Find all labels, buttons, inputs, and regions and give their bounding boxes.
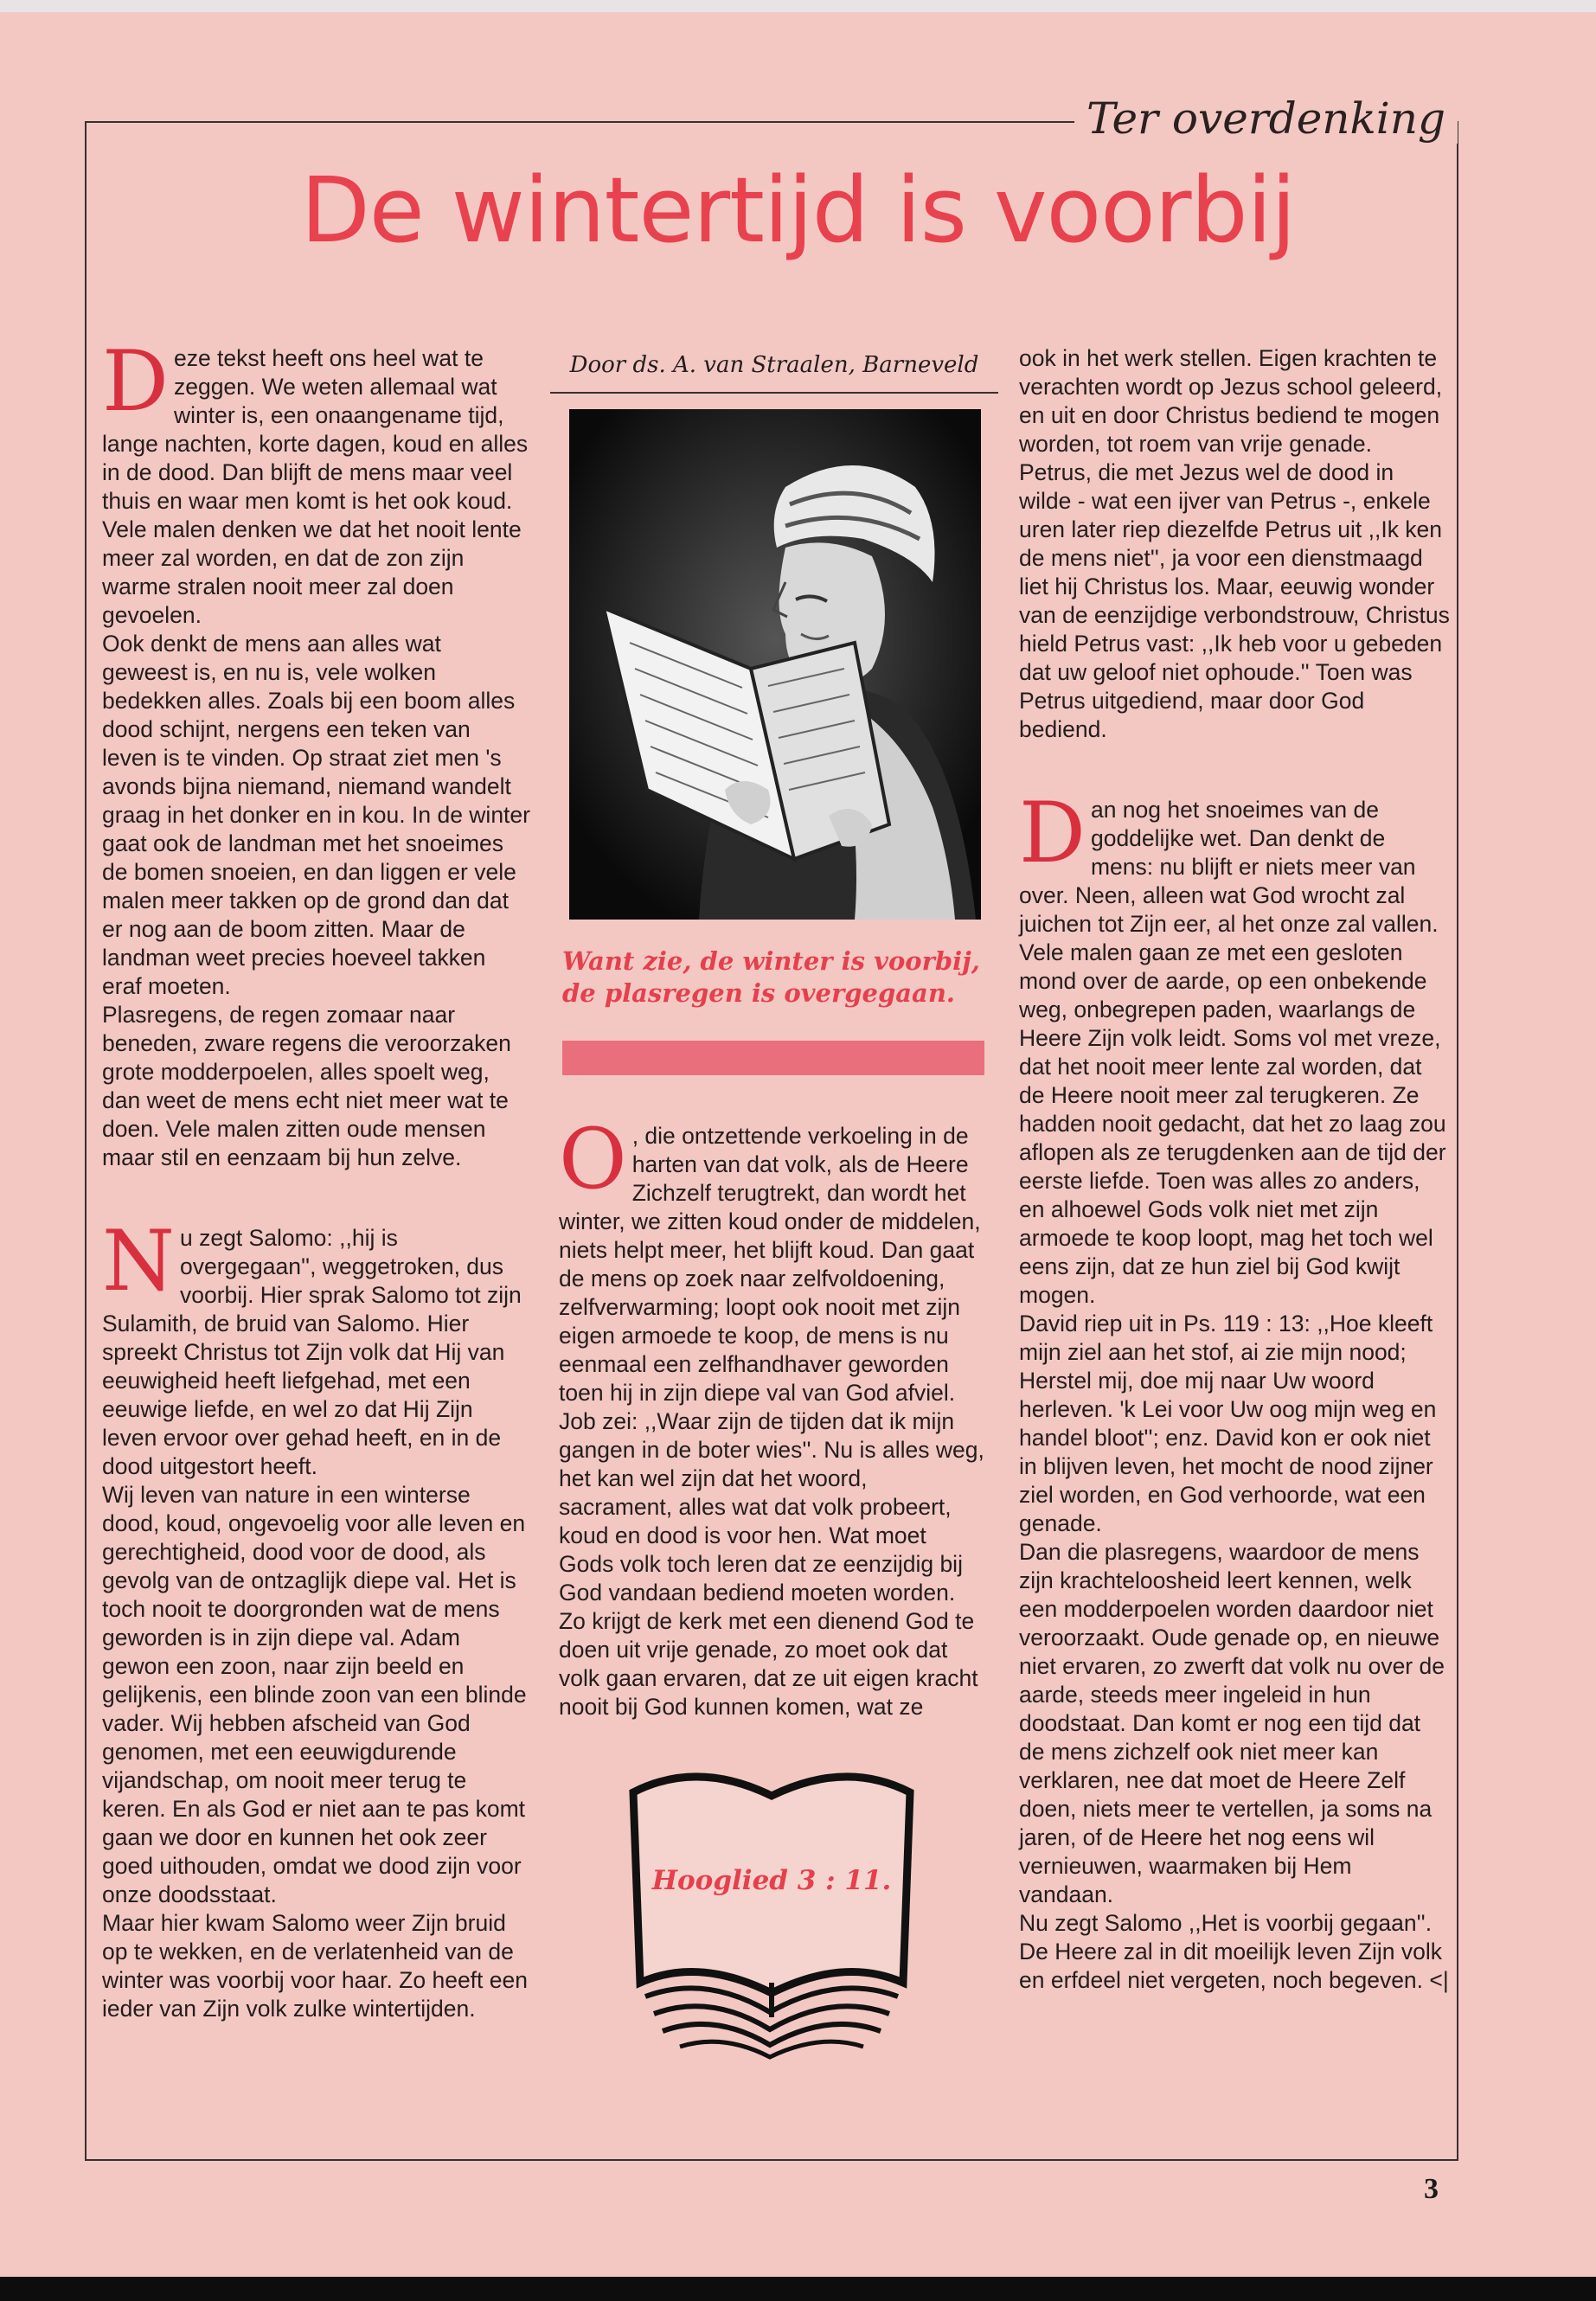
paragraph: Nu zegt Salomo ,,Het is voorbij gegaan''. De Heere zal in dit moeilijk leven Zijn volk en erfdeel niet vergeten, noch begeven. <| [1019,1910,1449,1993]
paragraph: David riep uit in Ps. 119 : 13: ,,Hoe kleeft mijn ziel aan het stof, ai zie mijn nood; Herstel mij, doe mij naar Uw woord herleven. 'k Lei voor Uw oog mijn weg en handel bloot''; enz. David kon er ook niet in blijven leven, het mocht de nood zijner ziel worden, en God verhoorde, wat een genade. [1019,1311,1437,1536]
paragraph: Plasregens, de regen zomaar naar beneden, zware regens die veroorzaken grote modderpoelen, alles spoelt weg, dan weet de mens echt niet meer wat te doen. Vele malen zitten oude mensen maar stil en eenzaam bij hun zelve. [102,1002,511,1170]
page-number: 3 [1424,2173,1439,2205]
drop-cap: O [559,1111,627,1208]
paragraph: Nu zegt Salomo: ,,hij is overgegaan'', weggetroken, dus voorbij. Hier sprak Salomo tot zijn Sulamith, de bruid van Salomo. Hier spreekt Christus tot Zijn volk dat Hij van eeuwigheid heeft liefgehad, met een eeuwige liefde, en wel zo dat Hij Zijn leven ervoor over gehad heeft, en in de dood uitgestort heeft. [102,1213,522,1479]
column-2 [559,344,986,2061]
paragraph: Maar hier kwam Salomo weer Zijn bruid op te wekken, en de verlatenheid van de winter was voorbij voor haar. Zo heeft een ieder van Zijn volk zulke wintertijden. [102,1910,528,2022]
pull-quote: Want zie, de winter is voorbij, de plasregen is overgegaan. [562,946,980,1008]
paragraph: Wij leven van nature in een winterse dood, koud, ongevoelig voor alle leven en gerechtigheid, dood voor de dood, als gevolg van de ontzaglijk diepe val. Het is toch nooit te doorgronden wat de mens geworden is in zijn diepe val. Adam gewon een zoon, naar zijn beeld en gelijkenis, een blinde zoon van een blinde vader. Wij hebben afscheid van God genomen, met een eeuwigdurende vijandschap, om nooit meer terug te keren. En als God er niet aan te pas komt gaan we door en kunnen het ook zeer goed uithouden, omdat we dood zijn voor onze doodsstaat. [102,1482,527,1907]
column-1 [102,333,531,2023]
section-label: Ter overdenking [1074,93,1458,144]
paragraph: Job zei: ,,Waar zijn de tijden dat ik mijn gangen in de boter wies''. Nu is alles weg, het kan wel zijn dat het woord, sacrament, alles wat dat volk probeert, koud en dood is voor hen. Wat moet Gods volk toch leren dat ze eenzijdig bij God vandaan bediend moeten worden. Zo krijgt de kerk met een dienend God te doen uit vrije genade, zo moet ook dat volk gaan ervaren, dat ze uit eigen kracht nooit bij God kunnen komen, wat ze [559,1408,984,1720]
byline: Door ds. A. van Straalen, Barneveld [550,344,998,394]
paragraph: ook in het werk stellen. Eigen krachten te verachten wordt op Jezus school geleerd, en uit en door Christus bediend te mogen worden, tot roem van vrije genade. [1019,345,1443,457]
paragraph: O , die ontzettende verkoeling in de harten van dat volk, als de Heere Zichzelf terugtrekt, dan wordt het winter, we zitten koud onder de middelen, niets helpt meer, het blijft koud. Dan gaat de mens op zoek naar zelfvoldoening, zelfverwarming; loopt ook nooit met zijn eigen armoede te koop, de mens is nu eenmaal een zelfhandhaver geworden toen hij in zijn diepe val van God afviel. [559,1111,981,1406]
drop-cap: D [1019,785,1086,881]
paragraph: Dan nog het snoeimes van de goddelijke wet. Dan denkt de mens: nu blijft er niets meer van over. Neen, alleen wat God wrocht zal juichen tot Zijn eer, al het onze zal vallen. Vele malen gaan ze met een gesloten mond over de aarde, op een onbekende weg, onbegrepen paden, waarlangs de Heere Zijn volk leidt. Soms vol met vreze, dat het nooit meer lente zal worden, dat de Heere nooit meer zal terugkeren. Ze hadden nooit gedacht, dat het zo laag zou aflopen als ze terugdenken aan de tijd der eerste liefde. Toen was alles zo anders, en alhoewel Gods volk niet met zijn armoede te koop loopt, mag het toch wel eens zijn, dat ze hun ziel bij God kwijt mogen. [1019,785,1446,1308]
paragraph: Petrus, die met Jezus wel de dood in wilde - wat een ijver van Petrus -, enkele uren later riep diezelfde Petrus uit ,,Ik ken de mens niet'', ja voor een dienstmaagd liet hij Christus los. Maar, eeuwig wonder van de eenzijdige verbondstrouw, Christus hield Petrus vast: ,,Ik heb voor u gebeden dat uw geloof niet ophoude.'' Toen was Petrus uitgediend, maar door God bediend. [1019,459,1450,742]
old-woman-reading-bible-illustration [569,409,981,920]
open-book-icon [628,1766,915,2061]
column-3 [1019,344,1452,1995]
paragraph: Dan die plasregens, waardoor de mens zijn krachteloosheid leert kennen, welk een modderpoelen worden daardoor niet veroorzaakt. Oude genade op, en nieuwe niet ervaren, zo zwerft dat volk nu over de aarde, steeds meer ingeleid in hun doodstaat. Dan komt er nog een tijd dat de mens zichzelf ook niet meer kan verklaren, nee dat moet de Heere Zelf doen, niets meer te vertellen, ja soms na jaren, of de Heere het nog eens wil vernieuwen, waarmaken bij Hem vandaan. [1019,1539,1445,1907]
drop-cap: D [102,333,169,430]
paragraph: Ook denkt de mens aan alles wat geweest is, en nu is, vele wolken bedekken alles. Zoals bij een boom alles dood schijnt, nergens een teken van leven is te vinden. Op straat ziet men 's avonds bijna niemand, niemand wandelt graag in het donker en in kou. In de winter gaat ook de landman met het snoeimes de bomen snoeien, en dan liggen er vele malen meer takken op de grond dan dat er nog aan de boom zitten. Maar de landman weet precies hoeveel takken eraf moeten. [102,631,530,999]
article-title: De wintertijd is voorbij [300,157,1296,263]
top-edge [0,0,1596,12]
paragraph: Deze tekst heeft ons heel wat te zeggen. We weten allemaal wat winter is, een onaangename tijd, lange nachten, korte dagen, koud en alles in de dood. Dan blijft de mens maar veel thuis en waar men komt is het ook koud. Vele malen denken we dat het nooit lente meer zal worden, en dat de zon zijn warme stralen nooit meer zal doen gevoelen. [102,333,529,628]
bottom-edge [0,2277,1596,2301]
drop-cap: N [102,1213,175,1310]
divider-bar [562,1041,984,1075]
scripture-reference: Hooglied 3 : 11. [651,1865,892,1896]
